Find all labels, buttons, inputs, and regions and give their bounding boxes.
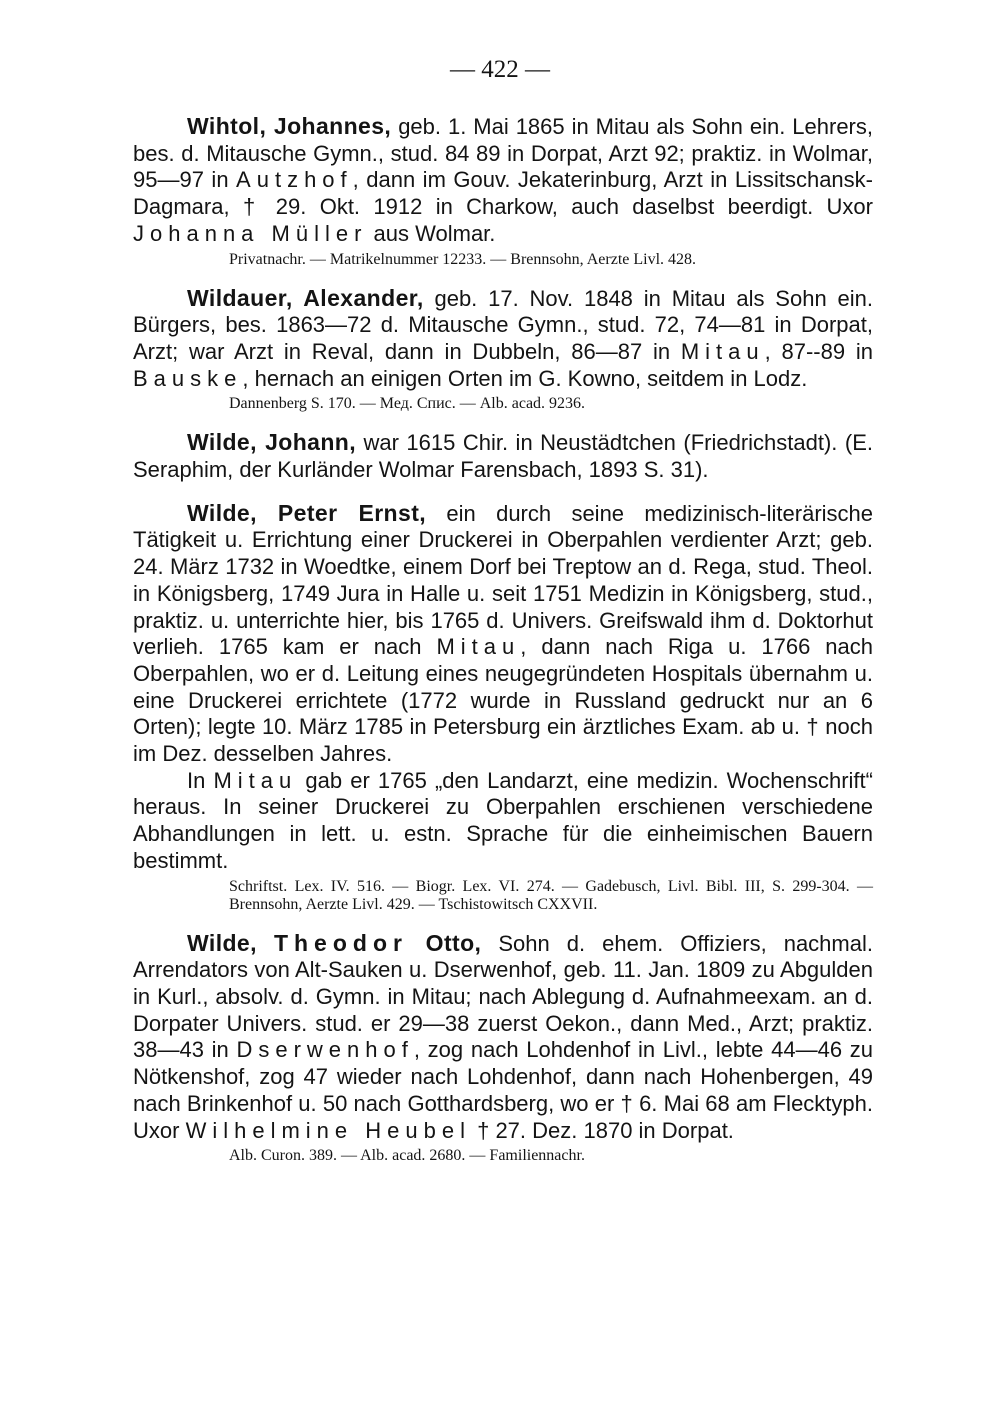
entry-text-paragraph-2 (133, 768, 873, 875)
entry-text-segment: , zog nach Lohdenhof in Livl., lebte 44—46 zu Nötkenshof, zog 47 wieder nach Lohdenhof, dann nach Hohenbergen, 49 nach Brinkenhof u. 50 nach Gotthardsberg, wo er † 6. Mai 68 am Flecktyph. Uxor (133, 1037, 873, 1143)
entry-text (133, 285, 873, 393)
entry-text-segment: war 1615 Chir. in Neustädtchen (Friedrichstadt). (E. Seraphim, der Kurländer Wolmar Farensbach, 1893 S. 31). (133, 430, 873, 483)
entry-name: Wildauer, Alexander, (187, 284, 424, 311)
entry-text-segment: In (187, 767, 214, 793)
entry-wildauer-alexander (133, 285, 873, 414)
entry-name-spaced: Theodor (273, 929, 408, 956)
spaced-place: Mitau (213, 767, 298, 793)
entry-sources: Alb. Curon. 389. — Alb. acad. 2680. — Familiennachr. (229, 1147, 585, 1165)
entry-text-segment: gab er 1765 „den Landarzt, eine medizin. Wochenschrift“ heraus. In seiner Druckerei zu Oberpahlen erschienen verschiedene Abhandlungen in lett. u. estn. Sprache für die einheimischen Bauern bestimmt. (133, 767, 873, 873)
entry-text (133, 113, 873, 248)
spaced-spouse: Wilhelmine Heubel (185, 1117, 471, 1143)
entry-name: Wihtol, Johannes, (187, 113, 392, 139)
entry-text-segment: aus Wolmar. (367, 220, 496, 246)
entry-text-segment: geb. 17. Nov. 1848 in Mitau als Sohn ein. Bürgers, bes. 1863—72 d. Mitausche Gymn., stud. 72, 74—81 in Dorpat, Arzt; war Arzt in Reval, dann in Dubbeln, 86—87 in (133, 285, 873, 364)
entry-text (133, 930, 873, 1145)
entry-name: Wilde, Johann, (187, 429, 357, 456)
spaced-place: Mitau (680, 338, 765, 364)
entry-text-segment: Sohn d. ehem. Offiziers, nachmal. Arrendators von Alt-Sauken u. Dserwenhof, geb. 11. Jan. 1809 zu Abgulden in Kurl., absolv. d. Gymn. in Mitau; nach Ablegung d. Aufnahmeexam. an d. Dorpater Univers. stud. er 29—38 zuerst Oekon., dann Med., Arzt; praktiz. 38—43 in (133, 930, 873, 1063)
entry-text-segment: , hernach an einigen Orten im G. Kowno, seitdem in Lodz. (242, 365, 808, 391)
spaced-place: Bauske (133, 365, 243, 391)
entry-text-segment: ein durch seine medizinisch-literärische Tätigkeit u. Errichtung einer Druckerei in Oberpahlen verdienter Arzt; geb. 24. März 1732 in Woedtke, einem Dorf bei Treptow an d. Rega, stud. Theol. in Königsberg, 1749 Jura in Halle u. seit 1751 Medizin in Königsberg, stud., praktiz. u. unterrichte hier, bis 1765 d. Univers. Greifswald ihm d. Doktorhut verlieh. 1765 kam er nach (133, 500, 873, 660)
entry-sources: Dannenberg S. 170. — Мед. Спис. — Alb. acad. 9236. (229, 395, 586, 413)
entry-text-segment: , 87--89 in (764, 338, 873, 364)
spaced-place: Dserwenhof (236, 1037, 414, 1063)
entry-wilde-peter-ernst (133, 500, 873, 914)
entry-text (133, 429, 873, 483)
entry-text-segment: † 27. Dez. 1870 in Dorpat. (470, 1117, 734, 1143)
entry-wihtol-johannes (133, 113, 873, 269)
entry-text-segment: , dann nach Riga u. 1766 nach Oberpahlen, wo er d. Leitung eines neugegründeten Hospitals übernahm u. eine Druckerei errichtete (1772 wurde in Russland gedruckt nur an 6 Orten); legte 10. März 1785 in Petersburg ein ärztliches Exam. ab u. † noch im Dez. desselben Jahres. (133, 634, 873, 767)
entry-text-segment: geb. 1. Mai 1865 in Mitau als Sohn ein. Lehrers, bes. d. Mitausche Gymn., stud. 84 89 in Dorpat, Arzt 92; praktiz. in Wolmar, 95—97 in (133, 114, 873, 193)
page-number: — 422 — (450, 56, 550, 83)
text-column (133, 113, 873, 1165)
entry-text-segment: , dann im Gouv. Jekaterinburg, Arzt in Lissitschansk-Dagmara, † 29. Okt. 1912 in Charkow, auch daselbst beerdigt. Uxor (133, 167, 873, 220)
spaced-spouse: Johanna Müller (133, 220, 368, 246)
entry-name: Wilde, Peter Ernst, (187, 499, 427, 526)
entry-wilde-theodor-otto (133, 930, 873, 1166)
entry-text (133, 500, 873, 768)
entry-wilde-johann (133, 429, 873, 483)
entry-sources: Privatnachr. — Matrikelnummer 12233. — Brennsohn, Aerzte Livl. 428. (229, 250, 697, 268)
spaced-place: Autzhof (236, 167, 353, 193)
spaced-place: Mitau (436, 634, 521, 660)
entry-name: Wilde, (187, 929, 257, 956)
entry-name-end: Otto, (407, 929, 482, 956)
entry-sources: Schriftst. Lex. IV. 516. — Biogr. Lex. VI. 274. — Gadebusch, Livl. Bibl. III, S. 299-304. — Brennsohn, Aerzte Livl. 429. — Tschistowitsch CXXVII. (229, 877, 873, 913)
